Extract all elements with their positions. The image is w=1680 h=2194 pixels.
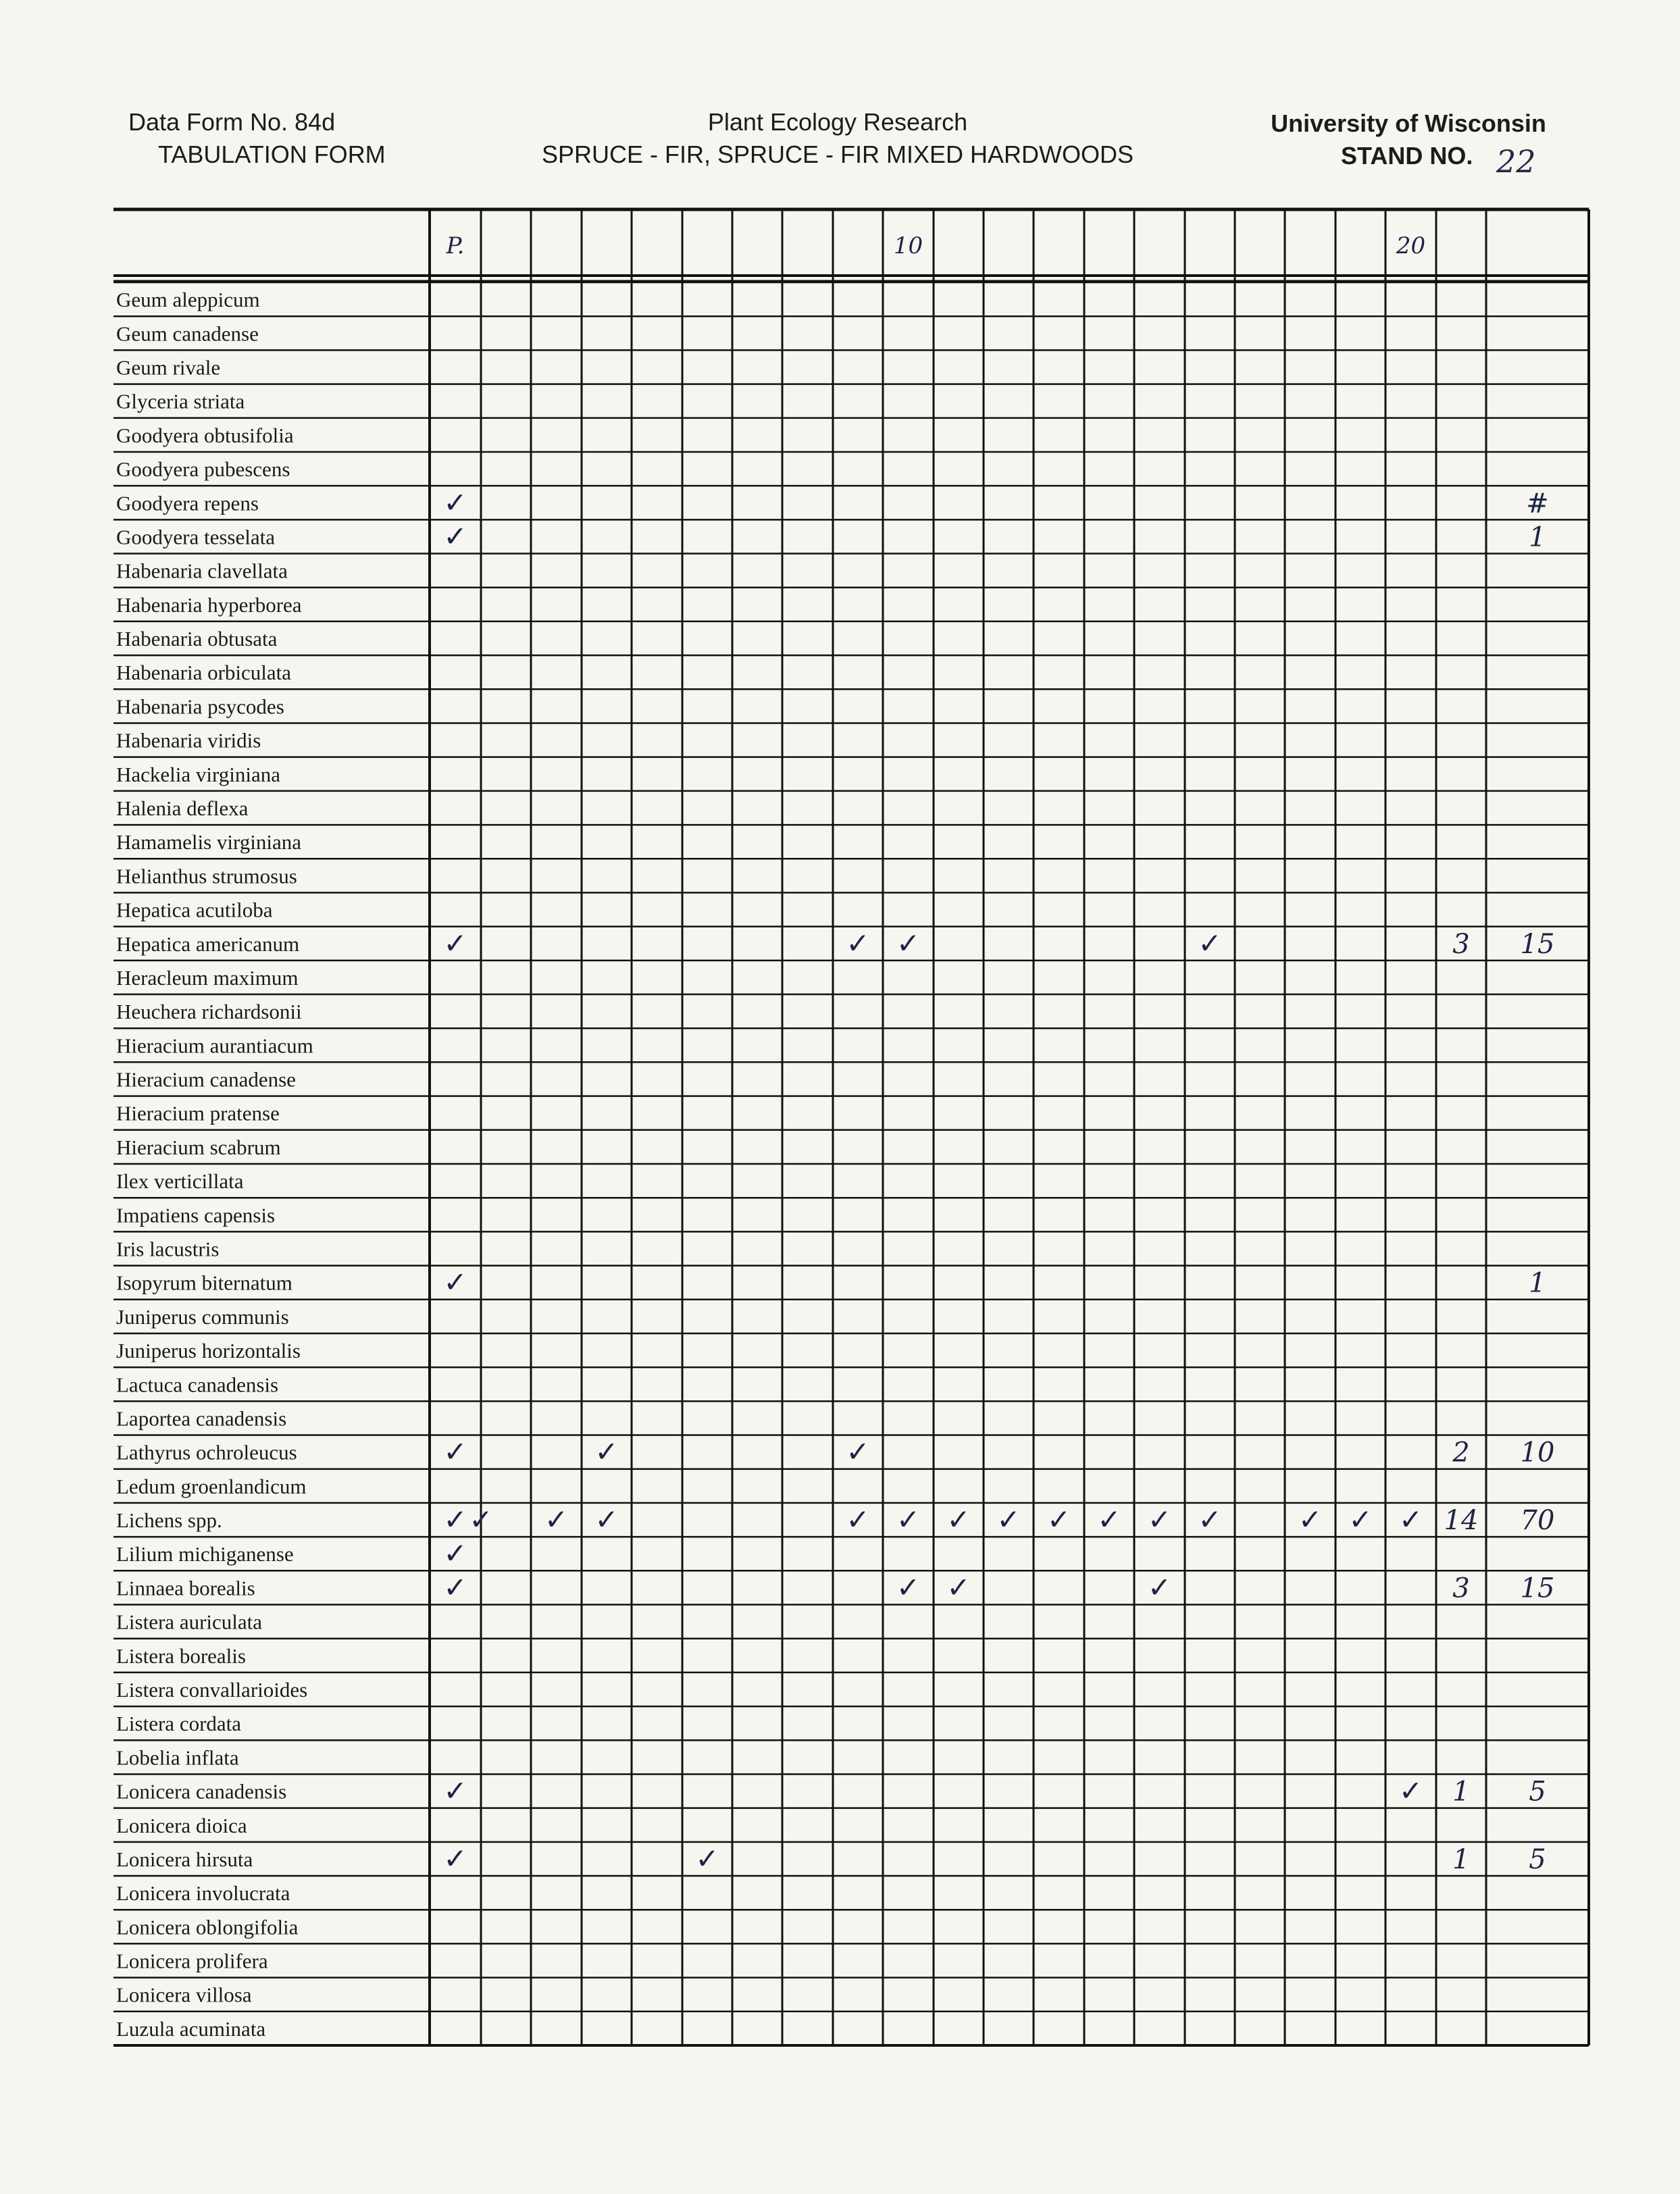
frequency-count: 2 — [1452, 1437, 1470, 1469]
species-name: Habenaria viridis — [116, 728, 261, 752]
community-type: SPRUCE - FIR, SPRUCE - FIR MIXED HARDWOODS — [541, 141, 1134, 168]
species-name: Geum aleppicum — [116, 288, 260, 312]
check-mark: ✓ — [1398, 1774, 1423, 1808]
species-name: Hieracium scabrum — [116, 1135, 281, 1159]
check-mark: ✓ — [443, 1503, 467, 1537]
species-name: Juniperus horizontalis — [116, 1339, 301, 1363]
check-mark: ✓ — [469, 1503, 493, 1537]
check-mark: ✓ — [443, 1571, 467, 1604]
species-name: Geum rivale — [116, 355, 221, 380]
species-name: Lathyrus ochroleucus — [116, 1440, 297, 1464]
species-name: Heracleum maximum — [116, 965, 299, 990]
frequency-total: # — [1526, 488, 1549, 519]
check-mark: ✓ — [896, 926, 921, 960]
stand-number-label: STAND NO. — [1341, 142, 1473, 170]
species-name: Listera borealis — [116, 1643, 246, 1668]
species-name: Geum canadense — [116, 322, 259, 346]
species-name: Goodyera obtusifolia — [116, 423, 294, 447]
organization: Plant Ecology Research — [707, 108, 968, 136]
species-name: Glyceria striata — [116, 389, 245, 413]
frequency-count: 3 — [1452, 928, 1470, 960]
check-mark: ✓ — [946, 1571, 971, 1604]
species-name: Lonicera dioica — [116, 1813, 247, 1837]
species-name: Ledum groenlandicum — [116, 1474, 307, 1498]
check-mark: ✓ — [896, 1571, 921, 1604]
species-name: Lobelia inflata — [116, 1745, 239, 1770]
species-name: Hepatica acutiloba — [116, 898, 273, 922]
check-mark: ✓ — [544, 1503, 569, 1537]
species-name: Lonicera hirsuta — [116, 1847, 253, 1871]
frequency-total: 1 — [1529, 1267, 1546, 1299]
species-name: Lactuca canadensis — [116, 1373, 279, 1397]
species-name: Goodyera pubescens — [116, 457, 290, 482]
frequency-total: 5 — [1529, 1776, 1546, 1808]
frequency-total: 15 — [1520, 1573, 1555, 1604]
check-mark: ✓ — [846, 926, 870, 960]
check-mark: ✓ — [443, 1774, 467, 1808]
check-mark: ✓ — [1097, 1503, 1121, 1537]
check-mark: ✓ — [443, 486, 467, 519]
species-name: Lonicera involucrata — [116, 1881, 290, 1906]
check-mark: ✓ — [594, 1435, 619, 1469]
species-name: Hamamelis virginiana — [116, 830, 302, 854]
check-mark: ✓ — [1298, 1503, 1323, 1537]
species-name: Habenaria obtusata — [116, 627, 278, 651]
check-mark: ✓ — [1398, 1503, 1423, 1537]
species-name: Juniperus communis — [116, 1304, 289, 1329]
species-name: Helianthus strumosus — [116, 864, 297, 888]
species-name: Lichens spp. — [116, 1508, 222, 1533]
check-mark: ✓ — [1198, 1503, 1222, 1537]
species-name: Heuchera richardsonii — [116, 1000, 302, 1024]
column-number-mark: 20 — [1396, 232, 1426, 259]
check-mark: ✓ — [443, 1265, 467, 1299]
check-mark: ✓ — [1046, 1503, 1071, 1537]
species-name: Habenaria hyperborea — [116, 592, 302, 617]
species-name: Hieracium aurantiacum — [116, 1034, 313, 1058]
species-name: Lonicera prolifera — [116, 1949, 268, 1973]
species-name: Lonicera oblongifolia — [116, 1915, 299, 1939]
frequency-count: 3 — [1452, 1573, 1470, 1604]
species-name: Listera auriculata — [116, 1610, 263, 1634]
frequency-total: 10 — [1520, 1437, 1555, 1469]
frequency-total: 1 — [1529, 521, 1546, 553]
species-name: Hackelia virginiana — [116, 762, 281, 786]
species-name: Hieracium canadense — [116, 1067, 296, 1092]
species-name: Impatiens capensis — [116, 1203, 276, 1227]
check-mark: ✓ — [443, 1435, 467, 1469]
check-mark: ✓ — [946, 1503, 971, 1537]
check-mark: ✓ — [594, 1503, 619, 1537]
species-name: Goodyera tesselata — [116, 525, 275, 549]
check-mark: ✓ — [1198, 926, 1222, 960]
university: University of Wisconsin — [1271, 109, 1546, 137]
check-mark: ✓ — [1147, 1571, 1172, 1604]
species-name: Hepatica americanum — [116, 932, 300, 956]
frequency-count: 1 — [1452, 1776, 1470, 1808]
column-number-mark: P. — [446, 232, 465, 259]
species-name: Laportea canadensis — [116, 1406, 287, 1431]
frequency-total: 5 — [1529, 1843, 1546, 1875]
species-name: Luzula acuminata — [116, 2016, 266, 2041]
species-name: Hieracium pratense — [116, 1101, 280, 1125]
species-name: Habenaria psycodes — [116, 694, 284, 719]
frequency-total: 70 — [1520, 1505, 1555, 1537]
frequency-total: 15 — [1520, 928, 1555, 960]
species-name: Habenaria clavellata — [116, 559, 288, 583]
check-mark: ✓ — [695, 1841, 719, 1875]
check-mark: ✓ — [443, 1537, 467, 1571]
form-type: TABULATION FORM — [158, 141, 386, 168]
frequency-count: 14 — [1444, 1505, 1479, 1537]
check-mark: ✓ — [1348, 1503, 1373, 1537]
frequency-count: 1 — [1452, 1843, 1470, 1875]
check-mark: ✓ — [1147, 1503, 1172, 1537]
check-mark: ✓ — [443, 519, 467, 553]
form-number: Data Form No. 84d — [128, 108, 336, 136]
species-name: Goodyera repens — [116, 491, 259, 515]
species-name: Lonicera canadensis — [116, 1779, 287, 1804]
species-name: Listera cordata — [116, 1712, 242, 1736]
check-mark: ✓ — [443, 1841, 467, 1875]
species-name: Habenaria orbiculata — [116, 661, 292, 685]
species-name: Halenia deflexa — [116, 796, 249, 820]
species-name: Lilium michiganense — [116, 1542, 294, 1566]
check-mark: ✓ — [443, 926, 467, 960]
species-name: Lonicera villosa — [116, 1983, 252, 2007]
check-mark: ✓ — [846, 1435, 870, 1469]
check-mark: ✓ — [996, 1503, 1021, 1537]
stand-number-value: 22 — [1496, 143, 1536, 180]
species-name: Iris lacustris — [116, 1237, 220, 1261]
species-name: Listera convallarioides — [116, 1677, 308, 1702]
check-mark: ✓ — [846, 1503, 870, 1537]
species-name: Ilex verticillata — [116, 1169, 244, 1194]
column-number-mark: 10 — [893, 232, 923, 259]
species-name: Linnaea borealis — [116, 1576, 255, 1600]
check-mark: ✓ — [896, 1503, 921, 1537]
species-name: Isopyrum biternatum — [116, 1271, 292, 1295]
